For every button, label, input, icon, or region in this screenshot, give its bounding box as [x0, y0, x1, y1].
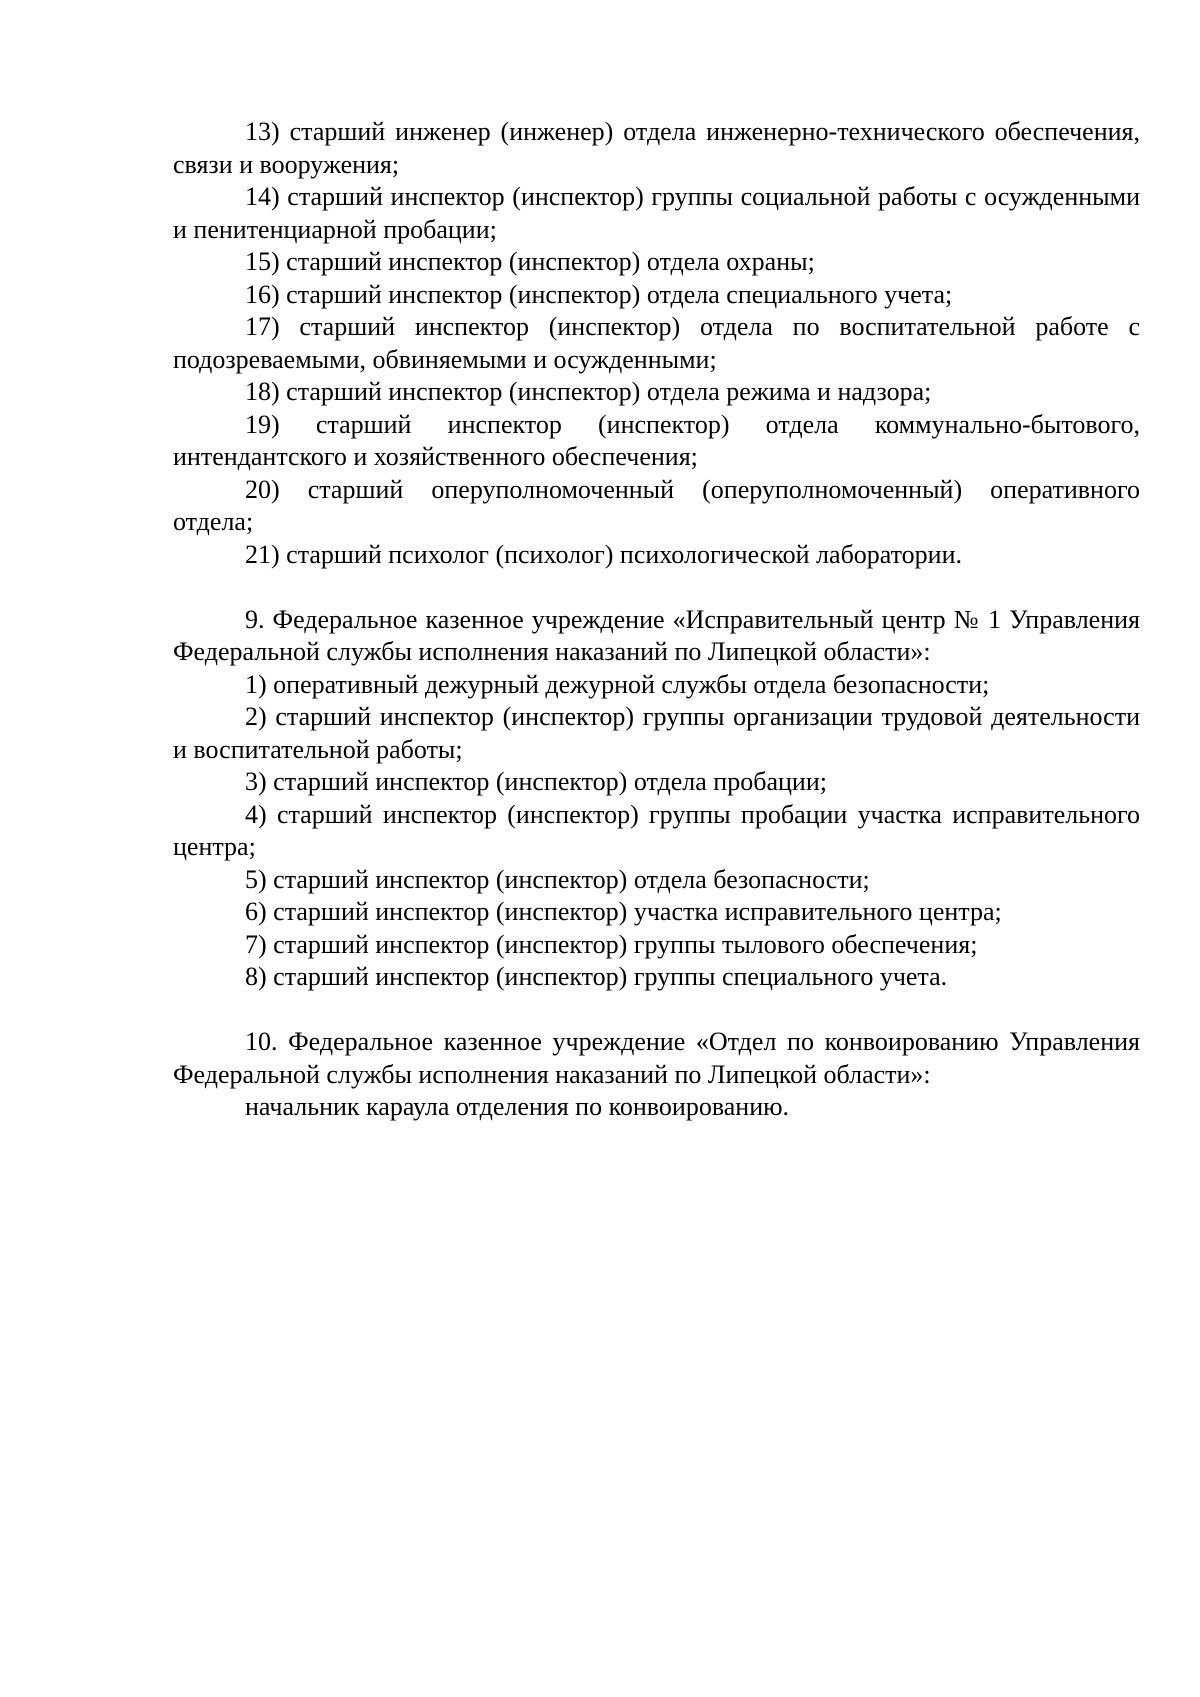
document-body	[173, 116, 1140, 1124]
list-item: 6) старший инспектор (инспектор) участка исправительного центра;	[245, 897, 1002, 926]
list-item: 8) старший инспектор (инспектор) группы специального учета.	[245, 962, 948, 991]
list-item: 16) старший инспектор (инспектор) отдела специального учета;	[245, 279, 953, 309]
list-item: 18) старший инспектор (инспектор) отдела режима и надзора;	[245, 377, 932, 406]
section-10	[173, 1026, 1140, 1124]
list-item: 5) старший инспектор (инспектор) отдела безопасности;	[245, 864, 870, 894]
section-9	[173, 604, 1140, 994]
list-item: 13) старший инженер (инженер) отдела инженерно-технического обеспечения, связи и вооружения;	[173, 117, 1140, 179]
list-item: 3) старший инспектор (инспектор) отдела пробации;	[245, 767, 827, 796]
list-item: 14) старший инспектор (инспектор) группы социальной работы с осужденными и пенитенциарной пробации;	[173, 182, 1140, 244]
list-item: 1) оперативный дежурный дежурной службы отдела безопасности;	[245, 669, 990, 699]
list-item: 2) старший инспектор (инспектор) группы организации трудовой деятельности и воспитательной работы;	[173, 702, 1140, 764]
section-heading: 10. Федеральное казенное учреждение «Отдел по конвоированию Управления Федеральной службы исполнения наказаний по Липецкой области»:	[173, 1027, 1140, 1089]
list-item: начальник караула отделения по конвоированию.	[245, 1092, 790, 1121]
list-item: 17) старший инспектор (инспектор) отдела по воспитательной работе с подозреваемыми, обвиняемыми и осужденными;	[173, 312, 1140, 374]
section-heading: 9. Федеральное казенное учреждение «Исправительный центр № 1 Управления Федеральной службы исполнения наказаний по Липецкой области»:	[173, 604, 1140, 666]
section-8-continuation	[173, 116, 1140, 571]
list-item: 21) старший психолог (психолог) психологической лаборатории.	[245, 539, 963, 569]
list-item: 19) старший инспектор (инспектор) отдела коммунально-бытового, интендантского и хозяйственного обеспечения;	[173, 409, 1140, 471]
list-item: 20) старший оперуполномоченный (оперуполномоченный) оперативного отдела;	[173, 474, 1140, 536]
list-item: 15) старший инспектор (инспектор) отдела охраны;	[245, 247, 815, 276]
list-item: 7) старший инспектор (инспектор) группы тылового обеспечения;	[245, 929, 978, 959]
list-item: 4) старший инспектор (инспектор) группы пробации участка исправительного центра;	[173, 799, 1140, 861]
